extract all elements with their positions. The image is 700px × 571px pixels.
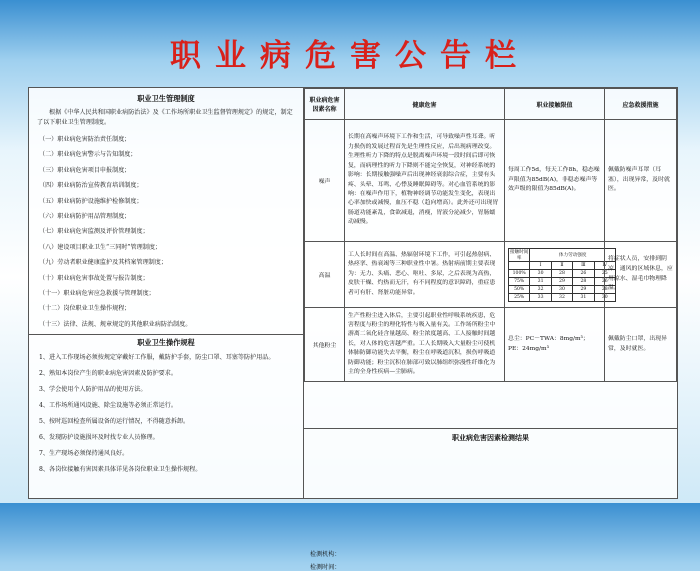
mini-col: Ⅰ	[530, 261, 551, 269]
col-header-limit: 职业接触限值	[505, 89, 605, 120]
page-title: 职业病危害公告栏	[170, 38, 530, 74]
notice-board	[28, 87, 678, 571]
table-row-heat	[305, 242, 677, 308]
hazard-text: 工人长时间在高温、热辐射环境下工作，可引起热射病、热痉挛、热衰竭等三种职业性中暑。热射病前期主要表现为：无力、头痛、恶心、呕吐、多尿，之后表现为高热，皮肤干燥、灼热而无汗，有不同程度的意识障碍，重症患者可有肝、肾脏功能异常。	[345, 242, 505, 308]
mgmt-item: （七）职业病危害监测及评价管理制度；	[39, 228, 149, 236]
factor-name: 高温	[305, 242, 345, 308]
mgmt-item: （十三）法律、法规、规章规定的其他职业病防治制度。	[39, 320, 192, 328]
table-header-row	[305, 89, 677, 120]
mini-cell: 32	[530, 285, 551, 293]
mini-cell: 50%	[509, 285, 530, 293]
mini-col: Ⅲ	[573, 261, 594, 269]
factor-name: 噪声	[305, 120, 345, 242]
mini-cell: 30	[530, 269, 551, 277]
mgmt-item: （六）职业病防护用品管理制度；	[39, 212, 131, 220]
mgmt-item: （九）劳动者职业健康监护及其档案管理制度；	[39, 259, 167, 267]
mini-cell: 28	[594, 285, 615, 293]
mgmt-list	[29, 132, 303, 332]
ops-list	[29, 350, 303, 478]
limit-text: 总尘：PC－TWA：8mg/m³；PE：24mg/m³	[505, 308, 605, 382]
rescue-text: 将症状人员，安排到阴凉、通风的区域休息，应用凉水、湿毛巾物理降温。	[605, 242, 677, 308]
mini-cell: 31	[530, 277, 551, 285]
factor-name: 其他粉尘	[305, 308, 345, 382]
mini-col: Ⅳ	[594, 261, 615, 269]
hazard-table	[304, 88, 677, 382]
mini-cell: 30	[594, 293, 615, 301]
ops-item: 4、工作场所通风设施、除尘设施等必须正常运行。	[39, 402, 177, 410]
mini-cell: 32	[551, 293, 572, 301]
mini-col: Ⅱ	[551, 261, 572, 269]
rescue-text: 佩戴防尘口罩，出现异常，及时就医。	[605, 308, 677, 382]
table-row-noise	[305, 120, 677, 242]
mgmt-item: （四）职业病防治宣传教育培训制度；	[39, 182, 143, 190]
results-heading: 职业病危害因素检测结果	[452, 433, 529, 442]
mini-cell: 25%	[509, 293, 530, 301]
limit-text: 每周工作5d，每天工作8h，稳态噪声限值为85dB(A)，非稳态噪声等效声级的限值为85dB(A)。	[505, 120, 605, 242]
ops-item: 6、发现防护设施损坏及时找专业人员修理。	[39, 434, 159, 442]
test-org-label: 检测机构：	[310, 551, 341, 558]
rescue-text: 佩戴防噪声耳罩（耳塞），出现异常，及时就医。	[605, 120, 677, 242]
table-row-dust	[305, 308, 677, 382]
mini-cell: 25	[594, 269, 615, 277]
mgmt-intro: 根据《中华人民共和国职业病防治法》及《工作场所职业卫生监督管理规定》的规定，制定了以下职业卫生管理制度。	[37, 109, 293, 126]
hazard-text: 长期在高噪声环境下工作和生活，可导致噪声性耳聋。听力损伤的发展过程首先是生理性反应，后出现病理改变。生理性听力下降的特点是脱离噪声环境一段时间后即可恢复，而病理性的听力下降则不能完全恢复，对神经系统的影响：长期接触强噪声后出现神经衰弱综合症，主要有头疼、头晕、耳鸣、心悸及睡眠障碍等。对心血管系统的影响：在噪声作用下，植物神经调节功能发生变化，表现出心率加快或减慢，血压不稳（趋向增高）。此外还可出现胃肠道功能紊乱，食欲减退，消瘦，胃液分泌减少，胃肠蠕动减慢。	[345, 120, 505, 242]
mini-cell: 28	[573, 277, 594, 285]
hazard-text: 生产性粉尘进入体后，主要引起职业性呼吸系统疾患，危害程度与粉尘的理化特性与吸入量有关。工作场所粉尘中游离二氧化硅含量越高、粉尘浓度越高、工人接触时间越长，对人体的危害越严重。工人长期吸入大量粉尘可使机体肺防御功能失去平衡，粉尘在呼吸道沉积，损伤呼吸道防御功能；粉尘沉积在肺部可致以肺组织弥漫性纤维化为主的全身性疾病—尘肺病。	[345, 308, 505, 382]
col-header-factor: 职业病危害因素名称	[305, 89, 345, 120]
ops-item: 8、各岗位接触有害因素具体详见各岗位职业卫生操作规程。	[39, 466, 202, 474]
mini-head: 接触时间率	[510, 249, 529, 261]
ops-item: 2、熟知本岗位产生的职业病危害因素及防护要求。	[39, 370, 177, 378]
mini-cell: 33	[530, 293, 551, 301]
mgmt-heading: 职业卫生管理制度	[137, 94, 195, 103]
mgmt-item: （三）职业病危害项目申报制度；	[39, 166, 131, 174]
right-column	[304, 88, 677, 571]
mini-cell: 30	[551, 285, 572, 293]
mini-cell: 100%	[509, 269, 530, 277]
mini-col	[509, 261, 530, 269]
col-header-hazard: 健康危害	[345, 89, 505, 120]
mini-head: 体力劳动强度	[530, 248, 616, 261]
mgmt-item: （五）职业病防护设施维护检修制度；	[39, 197, 143, 205]
mgmt-item: （十二）岗位职业卫生操作规程；	[39, 305, 131, 313]
mini-cell: 75%	[509, 277, 530, 285]
left-column	[29, 88, 304, 498]
mini-cell: 26	[573, 269, 594, 277]
mini-cell: 29	[573, 285, 594, 293]
heat-limit-cell	[505, 242, 608, 308]
mgmt-item: （二）职业病危害警示与告知制度；	[39, 151, 137, 159]
test-results-section	[304, 428, 677, 571]
ops-item: 1、进入工作现场必须按规定穿戴好工作服，戴防护手套，防尘口罩、耳塞等防护用品。	[39, 354, 275, 362]
ops-heading: 职业卫生操作规程	[137, 338, 195, 348]
col-header-rescue: 应急救援措施	[605, 89, 677, 120]
mini-cell: 31	[573, 293, 594, 301]
ops-item: 7、生产现场必须保持通风良好。	[39, 450, 129, 458]
mini-cell: 26	[594, 277, 615, 285]
mgmt-item: （一）职业病危害防治责任制度；	[39, 136, 131, 143]
mini-cell: 28	[551, 269, 572, 277]
mgmt-item: （八）建设项目职业卫生“三同时”管理制度；	[39, 243, 162, 251]
mgmt-item: （十一）职业病危害应急救援与管理制度；	[39, 289, 155, 297]
mini-cell: 29	[551, 277, 572, 285]
mgmt-item: （十）职业病危害事故处置与报告制度；	[39, 274, 149, 282]
ops-item: 3、学会使用个人防护用品的使用方法。	[39, 386, 147, 394]
test-time-label: 检测时间：	[310, 564, 341, 571]
heat-limit-table	[508, 248, 616, 302]
ops-item: 5、按时巡回检查所属设备的运行情况，不得随意拆卸。	[39, 418, 190, 426]
